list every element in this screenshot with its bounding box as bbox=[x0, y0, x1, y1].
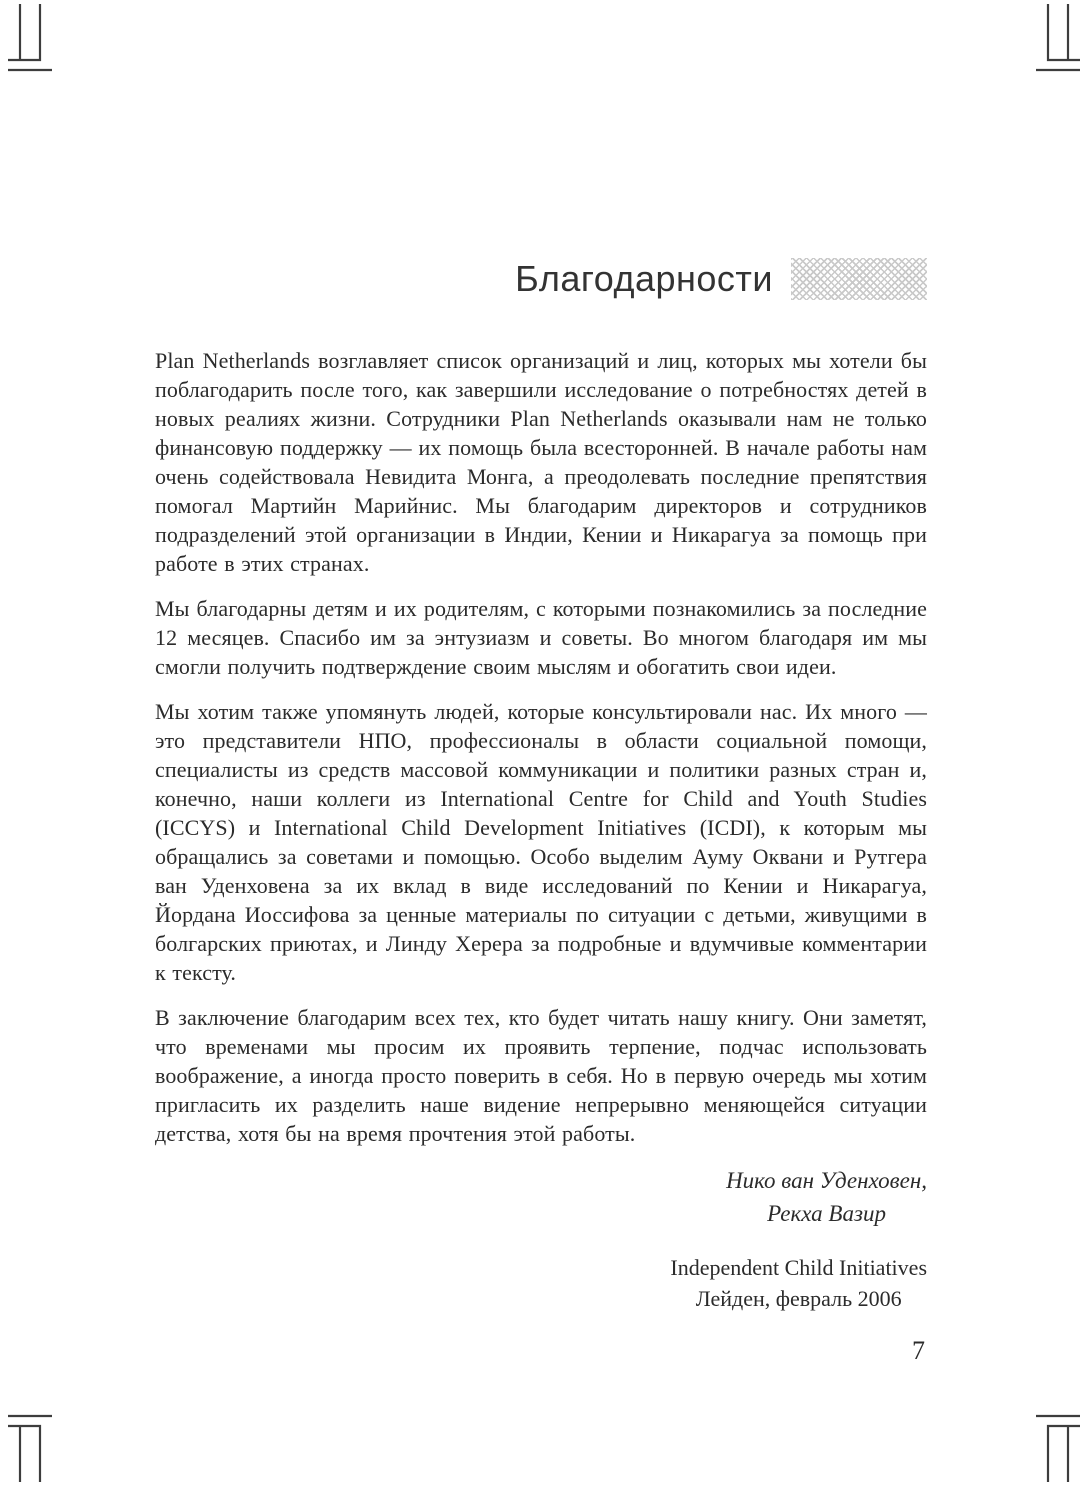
affiliation-block bbox=[155, 1252, 927, 1314]
crop-mark-bottom-right-icon bbox=[1032, 1410, 1080, 1482]
paragraph: Мы благодарны детям и их родителям, с которыми познакомились за последние 12 месяцев. Спасибо им за энтузиазм и советы. Во многом благодаря им мы смогли получить подтверждение своим мыслям и обогатить свои идеи. bbox=[155, 596, 927, 679]
chapter-header bbox=[155, 258, 927, 300]
affiliation-line-1: Independent Child Initiatives bbox=[670, 1255, 927, 1280]
hatch-pattern-decoration bbox=[791, 258, 927, 300]
signature-text bbox=[726, 1164, 927, 1230]
signature-line-1: Нико ван Уденховен, bbox=[726, 1168, 927, 1193]
affiliation-text bbox=[670, 1252, 927, 1314]
paragraph: В заключение благодарим всех тех, кто будет читать нашу книгу. Они заметят, что временами мы просим их проявить терпение, подчас использовать воображение, а иногда просто поверить в себя. Но в первую очередь мы хотим пригласить их разделить наше видение непрерывно меняющейся ситуации детства, хотя бы на время прочтения этой работы. bbox=[155, 1005, 927, 1146]
crop-mark-top-left-icon bbox=[8, 4, 56, 76]
paragraph: Plan Netherlands возглавляет список организаций и лиц, которых мы хотели бы поблагодарить после того, как завершили исследование о потребностях детей в новых реалиях жизни. Сотрудники Plan Netherlands оказывали нам не только финансовую поддержку — их помощь была всесторонней. В начале работы нам очень содействовала Невидита Монга, а преодолевать последние препятствия помогал Мартийн Марийнис. Мы благодарим директоров и сотрудников подразделений этой организации в Индии, Кении и Никарагуа за помощь при работе в этих странах. bbox=[155, 348, 927, 576]
page-title: Благодарности bbox=[515, 258, 773, 299]
signature-block bbox=[155, 1164, 927, 1230]
signature-line-2: Рекха Вазир bbox=[767, 1201, 886, 1226]
body-text bbox=[155, 346, 927, 1148]
page-number: 7 bbox=[912, 1336, 925, 1365]
affiliation-line-2: Лейден, февраль 2006 bbox=[695, 1286, 902, 1311]
paragraph: Мы хотим также упомянуть людей, которые консультировали нас. Их много — это представители НПО, профессионалы в области социальной помощи, специалисты из средств массовой коммуникации и политики разных стран и, конечно, наши коллеги из International Centre for Child and Youth Studies (ICCYS) и International Child Development Initiatives (ICDI), к которым мы обращались за советами и помощью. Особо выделим Ауму Оквани и Рутгера ван Уденховена за их вклад в виде исследований по Кении и Никарагуа, Йордана Иоссифова за ценные материалы по ситуации с детьми, живущими в болгарских приютах, и Линду Херера за подробные и вдумчивые комментарии к тексту. bbox=[155, 699, 927, 985]
page-content bbox=[155, 258, 927, 1314]
crop-mark-bottom-left-icon bbox=[8, 1410, 56, 1482]
crop-mark-top-right-icon bbox=[1032, 4, 1080, 76]
